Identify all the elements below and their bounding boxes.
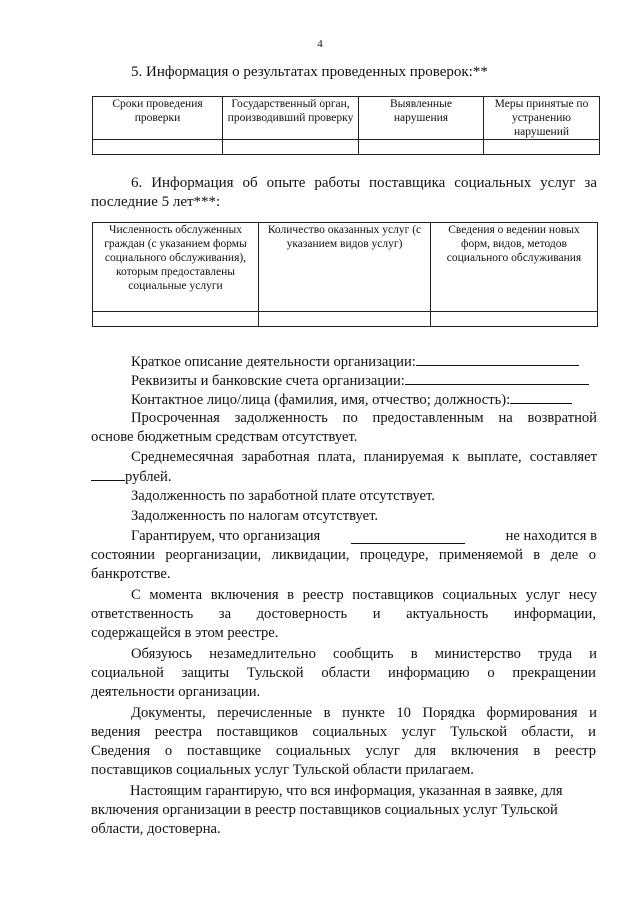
guarantee-text-end: не находится в <box>505 528 597 544</box>
paragraph-guarantee <box>131 526 597 546</box>
paragraph-documents-end: поставщиков социальных услуг Тульской области прилагаем. <box>91 762 474 778</box>
paragraph-final-end: области, достоверна. <box>91 821 221 837</box>
work-experience-table <box>92 222 598 327</box>
table-row <box>93 140 600 155</box>
paragraph-salary: Среднемесячная заработная плата, планируемая к выплате, составляет <box>131 449 597 465</box>
table-cell[interactable] <box>93 312 259 327</box>
table-header-row <box>93 223 598 312</box>
table-cell[interactable] <box>223 140 359 155</box>
table-row <box>93 312 598 327</box>
table-cell[interactable] <box>431 312 598 327</box>
salary-input[interactable] <box>91 466 125 481</box>
column-header: Сведения о ведении новых форм, видов, методов социального обслуживания <box>431 223 598 312</box>
paragraph-salary-cont <box>91 466 172 487</box>
section5-heading: 5. Информация о результатах проведенных проверок:** <box>131 64 488 80</box>
column-header: Сроки проведения проверки <box>93 97 223 140</box>
paragraph-debt: Просроченная задолженность по предоставленным на возвратной <box>131 410 597 426</box>
contact-field <box>131 389 572 410</box>
salary-unit: рублей. <box>125 469 172 485</box>
description-field <box>131 351 579 372</box>
paragraph-guarantee-cont: состоянии реорганизации, ликвидации, процедуре, применяемой в деле о <box>91 547 596 563</box>
paragraph-documents-cont: ведения реестра поставщиков социальных услуг Тульской области, и <box>91 724 596 740</box>
table-cell[interactable] <box>359 140 484 155</box>
column-header: Количество оказанных услуг (с указанием видов услуг) <box>259 223 431 312</box>
paragraph-guarantee-end: банкротстве. <box>91 566 171 582</box>
paragraph-tax-debt: Задолженность по налогам отсутствует. <box>131 508 379 524</box>
paragraph-responsibility-cont: ответственность за достоверность и актуальность информации, <box>91 606 596 622</box>
section6-heading-cont: последние 5 лет***: <box>91 194 221 210</box>
paragraph-notify-end: деятельности организации. <box>91 684 261 700</box>
paragraph-final: Настоящим гарантирую, что вся информация, указанная в заявке, для <box>130 783 563 799</box>
column-header: Меры принятые по устранению нарушений <box>484 97 600 140</box>
guarantee-text: Гарантируем, что организация <box>131 528 321 544</box>
table-cell[interactable] <box>484 140 600 155</box>
paragraph-notify-cont: социальной защиты Тульской области информацию о прекращении <box>91 665 596 681</box>
page-number: 4 <box>317 38 323 50</box>
inspection-results-table <box>92 96 600 155</box>
table-header-row <box>93 97 600 140</box>
field-label: Контактное лицо/лица (фамилия, имя, отчество; должность): <box>131 392 511 408</box>
requisites-input[interactable] <box>405 370 589 385</box>
column-header: Государственный орган, производивший проверку <box>223 97 359 140</box>
table-cell[interactable] <box>259 312 431 327</box>
paragraph-responsibility: С момента включения в реестр поставщиков социальных услуг несу <box>131 587 597 603</box>
section6-heading: 6. Информация об опыте работы поставщика социальных услуг за <box>131 175 597 191</box>
paragraph-responsibility-end: содержащейся в этом реестре. <box>91 625 279 641</box>
paragraph-notify: Обязуюсь незамедлительно сообщить в министерство труда и <box>131 646 597 662</box>
paragraph-wage-debt: Задолженность по заработной плате отсутствует. <box>131 488 435 504</box>
description-input[interactable] <box>416 351 579 366</box>
field-label: Реквизиты и банковские счета организации: <box>131 373 405 389</box>
contact-input[interactable] <box>510 389 572 404</box>
paragraph-documents: Документы, перечисленные в пункте 10 Порядка формирования и <box>131 705 597 721</box>
column-header: Численность обслуженных граждан (с указанием формы социального обслуживания), которым предоставлены социальные услуги <box>93 223 259 312</box>
table-cell[interactable] <box>93 140 223 155</box>
paragraph-final-cont: включения организации в реестр поставщиков социальных услуг Тульской <box>91 802 558 818</box>
organization-name-input[interactable] <box>351 529 465 544</box>
paragraph-documents-cont2: Сведения о поставщике социальных услуг для включения в реестр <box>91 743 596 759</box>
paragraph-debt-cont: основе бюджетным средствам отсутствует. <box>91 429 358 445</box>
field-label: Краткое описание деятельности организации: <box>131 354 416 370</box>
column-header: Выявленные нарушения <box>359 97 484 140</box>
requisites-field <box>131 370 589 391</box>
